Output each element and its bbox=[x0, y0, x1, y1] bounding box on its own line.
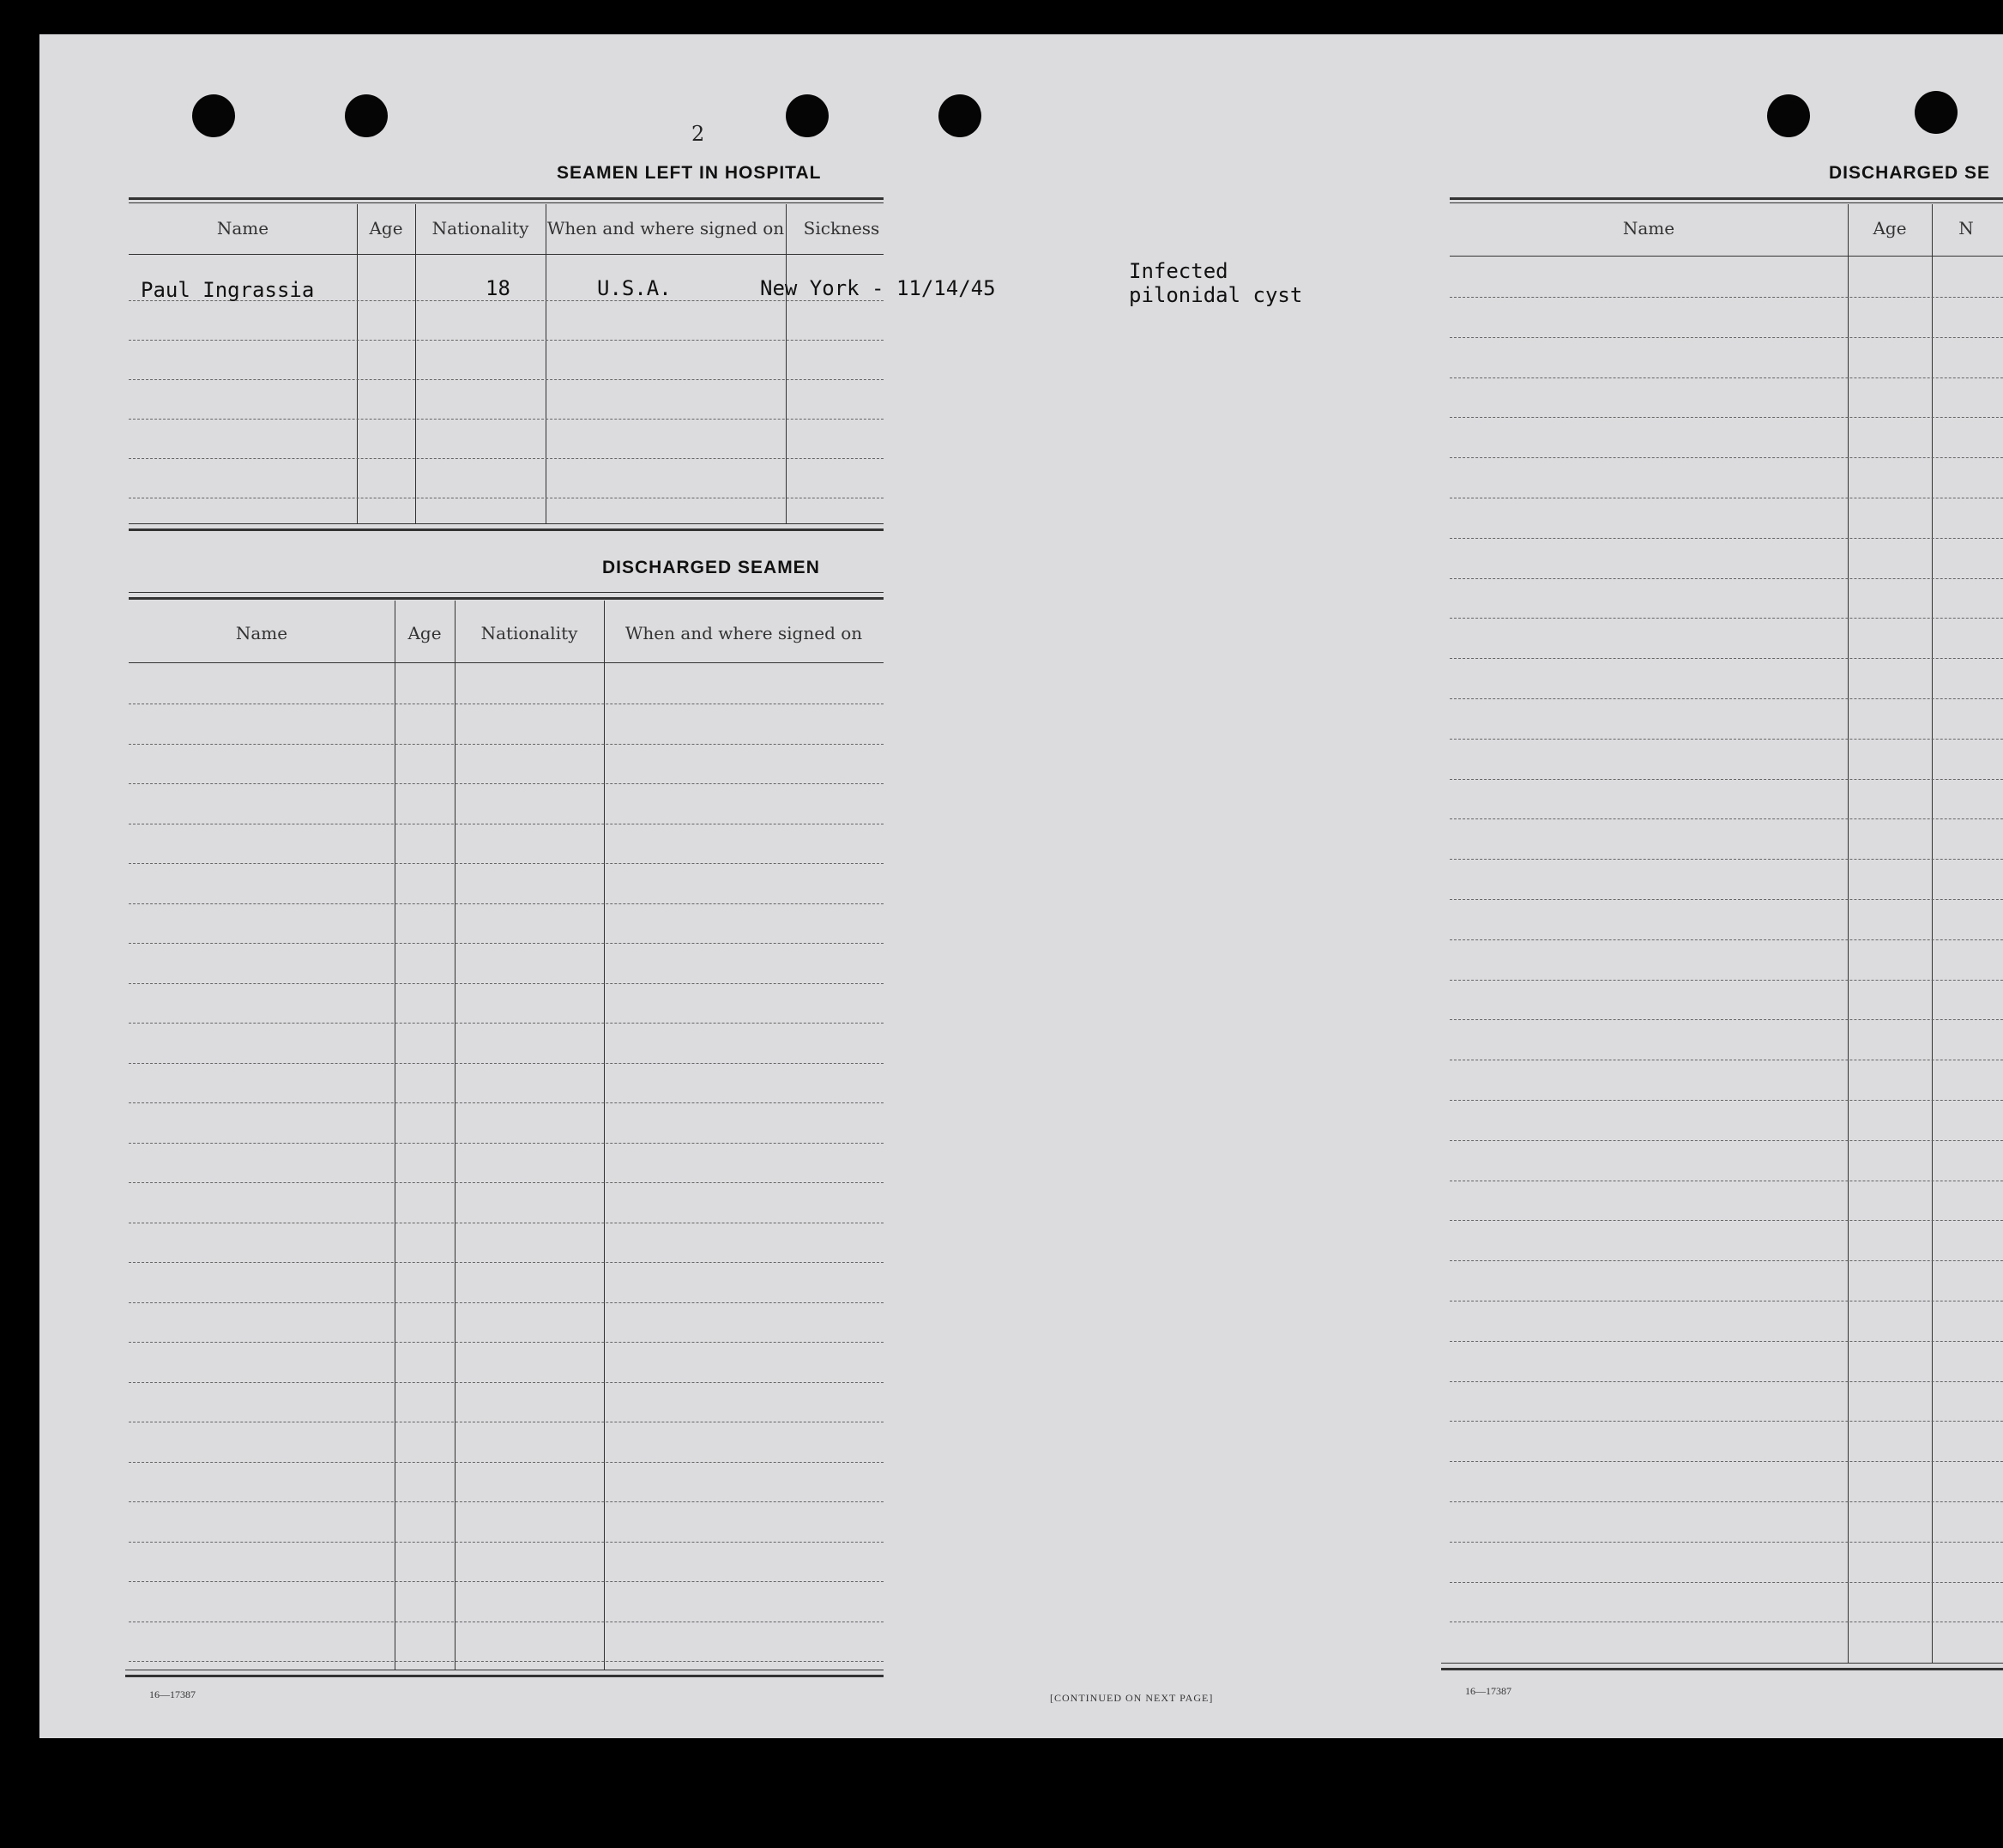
discharged-header-age: Age bbox=[407, 623, 442, 643]
discharged-header-nationality: Nationality bbox=[480, 623, 578, 643]
row-line bbox=[1450, 779, 2003, 780]
discharged-col-divider bbox=[455, 601, 456, 1670]
row-line bbox=[1450, 739, 2003, 740]
row-line bbox=[129, 1342, 884, 1343]
punch-hole bbox=[1915, 91, 1958, 134]
row-line bbox=[129, 1661, 884, 1662]
row-line bbox=[129, 1501, 884, 1502]
right-header-age: Age bbox=[1873, 218, 1907, 239]
hospital-header-sickness: Sickness bbox=[803, 218, 880, 239]
punch-hole bbox=[1767, 94, 1810, 137]
hospital-entry-age: 18 bbox=[486, 276, 510, 300]
hospital-row-line bbox=[129, 458, 884, 459]
hospital-top-rule bbox=[129, 197, 884, 200]
row-line bbox=[1450, 658, 2003, 659]
hospital-entry-signed-on: New York - 11/14/45 bbox=[760, 276, 996, 300]
row-line bbox=[1450, 1582, 2003, 1583]
hospital-row-line bbox=[129, 379, 884, 380]
row-line bbox=[1450, 578, 2003, 579]
row-line bbox=[129, 744, 884, 745]
row-line bbox=[1450, 1220, 2003, 1221]
hospital-header-nationality: Nationality bbox=[431, 218, 529, 239]
row-line bbox=[1450, 297, 2003, 298]
row-line bbox=[129, 943, 884, 944]
hospital-bottom-rule-thin bbox=[129, 523, 884, 524]
row-line bbox=[1450, 818, 2003, 819]
punch-hole bbox=[192, 94, 235, 137]
hospital-entry-nationality: U.S.A. bbox=[597, 276, 672, 300]
row-line bbox=[1450, 377, 2003, 378]
row-line bbox=[1450, 698, 2003, 699]
row-line bbox=[129, 1462, 884, 1463]
row-line bbox=[129, 1023, 884, 1024]
page-number: 2 bbox=[691, 122, 705, 146]
row-line bbox=[1450, 1341, 2003, 1342]
discharged-section-title: DISCHARGED SEAMEN bbox=[602, 558, 820, 577]
row-line bbox=[1450, 457, 2003, 458]
right-bottom-rule-thin bbox=[1441, 1663, 2003, 1664]
row-line bbox=[1450, 1381, 2003, 1382]
discharged-header-name: Name bbox=[235, 623, 288, 643]
form-number: 16—17387 bbox=[149, 1688, 196, 1700]
hospital-col-divider bbox=[357, 204, 358, 523]
hospital-entry-sickness: Infected bbox=[1129, 259, 1228, 283]
discharged-top-rule bbox=[129, 597, 884, 600]
continued-note: [CONTINUED ON NEXT PAGE] bbox=[1050, 1692, 1214, 1704]
row-line bbox=[1450, 337, 2003, 338]
row-line bbox=[1450, 1260, 2003, 1261]
row-line bbox=[129, 783, 884, 784]
row-line bbox=[1450, 1461, 2003, 1462]
right-top-rule bbox=[1450, 197, 2003, 200]
hospital-col-divider bbox=[786, 204, 787, 523]
hospital-entry-name: Paul Ingrassia bbox=[141, 278, 315, 302]
row-line bbox=[1450, 859, 2003, 860]
right-section-title: DISCHARGED SE bbox=[1829, 163, 1991, 183]
hospital-header-age: Age bbox=[369, 218, 403, 239]
discharged-top-rule-thin bbox=[129, 592, 884, 593]
row-line bbox=[1450, 417, 2003, 418]
row-line bbox=[129, 903, 884, 904]
hospital-header-signed-on: When and where signed on bbox=[546, 218, 785, 239]
right-header-rule bbox=[1450, 256, 2003, 257]
row-line bbox=[1450, 1140, 2003, 1141]
row-line bbox=[129, 863, 884, 864]
row-line bbox=[129, 1182, 884, 1183]
row-line bbox=[1450, 1501, 2003, 1502]
row-line bbox=[1450, 1542, 2003, 1543]
right-bottom-rule bbox=[1441, 1668, 2003, 1670]
row-line bbox=[1450, 1100, 2003, 1101]
punch-hole bbox=[786, 94, 829, 137]
right-col-divider bbox=[1932, 204, 1933, 1663]
hospital-row-line bbox=[129, 340, 884, 341]
punch-hole bbox=[345, 94, 388, 137]
row-line bbox=[1450, 1421, 2003, 1422]
hospital-top-rule-thin bbox=[129, 202, 884, 203]
right-form-number: 16—17387 bbox=[1465, 1685, 1511, 1697]
row-line bbox=[1450, 899, 2003, 900]
hospital-entry-sickness: pilonidal cyst bbox=[1129, 283, 1303, 307]
row-line bbox=[129, 1302, 884, 1303]
right-header-name: Name bbox=[1622, 218, 1675, 239]
row-line bbox=[1450, 980, 2003, 981]
row-line bbox=[129, 983, 884, 984]
row-line bbox=[129, 1262, 884, 1263]
document-sheet bbox=[39, 34, 2003, 1738]
row-line bbox=[129, 1063, 884, 1064]
discharged-header-signed-on: When and where signed on bbox=[624, 623, 863, 643]
row-line bbox=[1450, 1019, 2003, 1020]
row-line bbox=[1450, 939, 2003, 940]
discharged-col-divider bbox=[604, 601, 605, 1670]
row-line bbox=[1450, 538, 2003, 539]
row-line bbox=[1450, 618, 2003, 619]
right-col-divider bbox=[1848, 204, 1849, 1663]
punch-hole bbox=[938, 94, 981, 137]
hospital-row-line bbox=[129, 419, 884, 420]
hospital-header-name: Name bbox=[216, 218, 269, 239]
right-top-rule-thin bbox=[1450, 202, 2003, 203]
row-line bbox=[129, 1542, 884, 1543]
discharged-bottom-rule bbox=[125, 1675, 884, 1677]
discharged-header-rule bbox=[129, 662, 884, 663]
hospital-header-rule bbox=[129, 254, 884, 255]
row-line bbox=[129, 1581, 884, 1582]
hospital-bottom-rule bbox=[129, 528, 884, 531]
row-line bbox=[129, 1102, 884, 1103]
row-line bbox=[129, 1382, 884, 1383]
row-line bbox=[129, 1143, 884, 1144]
right-header-nationality: N bbox=[1958, 218, 1974, 239]
hospital-section-title: SEAMEN LEFT IN HOSPITAL bbox=[557, 163, 822, 183]
hospital-col-divider bbox=[415, 204, 416, 523]
